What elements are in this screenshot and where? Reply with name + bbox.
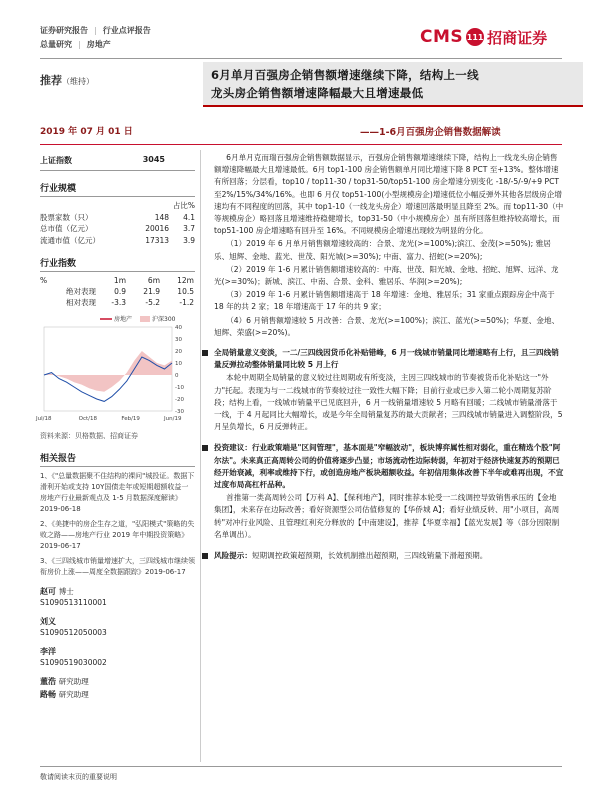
risk-body: 短期调控政策超预期，长效机制推出超预期，三四线销量下滑超预期。 bbox=[251, 551, 488, 561]
related-title: 相关报告 bbox=[40, 451, 195, 467]
analyst bbox=[40, 646, 195, 668]
index-label: 上证指数 bbox=[40, 156, 72, 165]
perf-cell: 21.9 bbox=[143, 287, 160, 296]
y-tick-label: -20 bbox=[175, 397, 184, 403]
list-item: （3）2019 年 1-6 月累计销售额增速高于 18 年增速：金地、雅居乐；31 家重点跟踪房企中高于 18 年的共 2 家；18 年增速高于 17 年的共 9 家； bbox=[214, 290, 555, 312]
logo-cms-text: CMS bbox=[420, 27, 464, 47]
analyst-name: 路畅 bbox=[40, 690, 56, 699]
y-tick-label: 40 bbox=[175, 325, 182, 331]
analyst bbox=[40, 616, 195, 638]
square-bullet-icon bbox=[202, 350, 208, 356]
report-title bbox=[203, 62, 583, 107]
perf-head: 6m bbox=[147, 276, 160, 285]
main-body bbox=[214, 152, 564, 563]
analyst-title: 博士 bbox=[58, 587, 74, 596]
cell-value: 148 bbox=[154, 212, 170, 222]
perf-head: 12m bbox=[177, 276, 194, 285]
x-tick-label: Feb/19 bbox=[121, 416, 140, 422]
rating-note: （维持） bbox=[62, 77, 94, 86]
analyst-name: 赵可 bbox=[40, 587, 56, 596]
header-report-type: 证券研究报告 bbox=[40, 26, 88, 35]
perf-cell: -3.3 bbox=[111, 298, 126, 307]
series-area-hs300 bbox=[44, 351, 172, 392]
index-chart bbox=[36, 311, 195, 429]
title-line-1: 6月单月百强房企销售额增速继续下降，结构上一线 bbox=[211, 68, 479, 82]
report-subtitle: ——1-6月百强房企销售数据解读 bbox=[360, 127, 501, 138]
analyst-id: S1090513110001 bbox=[40, 598, 107, 607]
perf-head: 1m bbox=[113, 276, 126, 285]
cell-value: 17313 bbox=[145, 235, 170, 245]
section-lead: 投资建议：行业政策端是"区间管理"，基本面是"窄幅波动"，板块博弈属性相对弱化，重在精选个股"阿尔法"。未来真正高周转公司的价值将逐步凸显；市场流动性边际转弱，年初对于经济快速复苏的预期已经开始衰减，利率或维持下行，或创造房地产板块超额收益。年初信用集体改善下半年或难再出现，不宜过度布局高杠杆品种。 bbox=[214, 443, 564, 490]
analyst-name: 李洋 bbox=[40, 647, 56, 656]
cell-label: 总市值（亿元） bbox=[40, 224, 93, 233]
index-value: 3045 bbox=[142, 155, 165, 164]
chart-source: 资料来源：贝格数据、招商证券 bbox=[40, 432, 138, 440]
header-divider bbox=[40, 58, 562, 59]
list-item: （2）2019 年 1-6 月累计销售额增速较高的：中海、世茂、阳光城、金地、招蛇、旭辉、远洋、龙光(>=30%)；新城、滨江、中南、合景、金科、雅居乐、华润(>=20%); bbox=[214, 264, 559, 287]
chart-svg bbox=[36, 311, 195, 429]
cell-pct: 3.7 bbox=[183, 224, 195, 233]
analyst-name: 董浩 bbox=[40, 677, 56, 686]
related-item[interactable]: 2、《美捷中的房企生存之道，"弘阳模式"策略的失败之路——房地产行业 2019 年中期投资策略》2019-06-17 bbox=[40, 520, 195, 550]
table-row bbox=[40, 212, 195, 224]
y-tick-label: 0 bbox=[175, 373, 179, 379]
analyst-id: S1090512050003 bbox=[40, 628, 107, 637]
report-date: 2019 年 07 月 01 日 bbox=[40, 127, 133, 137]
perf-title: 行业指数 bbox=[40, 256, 195, 272]
section-investment bbox=[214, 442, 564, 542]
header-category: 总量研究 bbox=[40, 40, 72, 49]
cell-label: 流通市值（亿元） bbox=[40, 235, 100, 245]
column-divider bbox=[200, 150, 201, 762]
rating-label bbox=[40, 72, 94, 88]
perf-cell: -1.2 bbox=[179, 298, 194, 307]
perf-cell: 绝对表现 bbox=[66, 287, 96, 296]
analyst-title: 研究助理 bbox=[58, 690, 89, 699]
y-tick-label: -10 bbox=[175, 385, 184, 391]
y-tick-label: 30 bbox=[175, 337, 182, 343]
basic-header bbox=[40, 200, 195, 212]
list-item: （1）2019 年 6 月单月销售额增速较高的：合景、龙光(>=100%);滨江、金茂(>=50%); 雅居乐、旭辉、金地、蓝光、世茂、阳光城(>=30%); 中南、富力、招蛇(>=20%); bbox=[214, 239, 551, 261]
header-report-subtype: 行业点评报告 bbox=[102, 26, 151, 35]
report-header-tags: 证券研究报告 | 行业点评报告 总量研究 | 房地产 bbox=[40, 26, 151, 49]
perf-cell: 10.5 bbox=[177, 287, 194, 296]
analyst bbox=[40, 689, 195, 700]
perf-cell: -5.2 bbox=[145, 298, 160, 307]
legend-swatch bbox=[140, 316, 150, 322]
rating-value: 推荐 bbox=[40, 74, 62, 87]
risk-lead: 风险提示： bbox=[214, 551, 252, 561]
paragraph-summary: 6月单月克而瑞百强房企销售额数据显示，百强房企销售额增速继续下降，结构上一线龙头房企销售额增速降幅最大且增速最低。6月 top1-100 房企销售额单月同比增速下降 8 PCT 至+13%。整体增速有所回落；分层看，top10 / top11-30 / top31-50/top51-100 房企增速分别变化 -18/-5/-9/+9 PCT 至2%/15%/34%/16%。也即 6 月仅 top51-100(小型规模房企)增速低位小幅反弹外其他各层级房企增速均有不同程度的回落，其中 top1-10（一线龙头房企）增速回落最明显且降至 2%。而 top11-30（中等规模房企）略回落且增速维持稳健增长，top31-50（中小规模房企）虽有所回落但维持较高增长，而 top51-100 房企增速略有回升至 16%。不同规模房企增速出现较为明显的分化。 bbox=[214, 153, 564, 236]
list-item: （4）6 月销售额增速较 5 月改善：合景、龙光(>=100%)；滨江、蓝光(>=50%)；华夏、金地、旭辉、荣盛(>=20%)。 bbox=[214, 315, 560, 337]
index-row bbox=[40, 150, 195, 171]
basic-data-title: 行业规模 bbox=[40, 181, 195, 197]
title-line-2: 龙头房企销售额增速降幅最大且增速最低 bbox=[211, 86, 424, 100]
title-divider bbox=[40, 144, 562, 145]
basic-col-label: 占比% bbox=[172, 201, 195, 210]
footer-note: 敬请阅读末页的重要说明 bbox=[40, 773, 117, 781]
analyst-title: 研究助理 bbox=[58, 677, 89, 686]
y-tick-label: 20 bbox=[175, 349, 182, 355]
section-lead: 全局销量意义变淡，一二/三四线因货币化补贴错峰，6 月一线城市销量同比增速略有上行，且三四线销量反弹拉动整体销量同比较 5 月上行 bbox=[214, 348, 559, 370]
logo-emblem-icon: 111 bbox=[466, 28, 484, 46]
legend-label: 房地产 bbox=[114, 316, 133, 323]
company-logo bbox=[420, 24, 562, 50]
perf-table bbox=[40, 275, 195, 308]
related-item[interactable]: 1、《"总量数据聚不住结构的裸问"城投证。数据下滑利开始或支持 10Y国债走年或短期超额收益一房地产行业最新观点及 1-5 月数据深度解读》2019-06-18 bbox=[40, 472, 195, 513]
sidebar bbox=[36, 150, 195, 700]
basic-data-table bbox=[40, 212, 195, 247]
header-industry: 房地产 bbox=[86, 40, 111, 49]
related-item[interactable]: 3、《三四线城市销量增速扩大，三四线城市继续领衔房价上涨——周度全数据跟踪》2019-06-17 bbox=[40, 557, 195, 576]
cell-label: 股票家数（只） bbox=[40, 212, 93, 222]
square-bullet-icon bbox=[202, 445, 208, 451]
section-market bbox=[214, 347, 564, 434]
section-body: 本轮中周期全局销量的意义较过往周期或有所变淡，主因三四线城市的节奏被货币化补贴这一"外力"托起。表现为与一二线城市的节奏较过往一致性大幅下降；目前行业或已步入第二轮小周期复苏阶段；结构上看，一线城市销量平已见底回升，6 月一线销量增速较 5 月略有回暖；二线城市销量滑落于一线，于 4 月起同比大幅增长，或是今年全局销量复苏的最大贡献者；三四线城市销量进入调整阶段，5 月呈负增长，6 月反弹转正。 bbox=[214, 373, 563, 432]
logo-cn-text: 招商证券 bbox=[487, 28, 548, 47]
table-row bbox=[40, 235, 195, 247]
y-tick-label: 10 bbox=[175, 361, 182, 367]
footer-divider bbox=[40, 766, 562, 767]
cell-pct: 3.9 bbox=[183, 235, 195, 245]
cell-value: 20016 bbox=[145, 224, 170, 233]
x-tick-label: Oct/18 bbox=[78, 416, 98, 422]
analyst-id: S1090519030002 bbox=[40, 658, 107, 667]
x-tick-label: Jul/18 bbox=[36, 416, 52, 422]
perf-cell: 0.9 bbox=[114, 287, 126, 296]
square-bullet-icon bbox=[202, 553, 208, 559]
analyst-name: 刘义 bbox=[40, 617, 56, 626]
section-risk bbox=[214, 550, 564, 563]
perf-cell: 相对表现 bbox=[66, 298, 96, 307]
legend-label: 沪深300 bbox=[152, 316, 176, 323]
perf-head: % bbox=[40, 276, 48, 285]
table-row bbox=[40, 223, 195, 235]
analyst bbox=[40, 586, 195, 608]
cell-pct: 4.1 bbox=[183, 212, 195, 222]
y-tick-label: -30 bbox=[175, 409, 184, 415]
x-tick-label: Jun/19 bbox=[164, 416, 182, 422]
section-body: 首推第一类高周转公司【万科 A】、【保利地产】，同时推荐本轮受一二线调控导致销售承压的【金地集团】，未来存在边际改善；看好资源型公司估值修复的【华侨城 A】；看好业绩反转、用"小项目，高周转"对冲行业风险、且管理红利充分释放的【中南建设】，推荐【华夏幸福】【蓝光发展】等（部分因限制名单调出）。 bbox=[214, 493, 560, 539]
analyst bbox=[40, 676, 195, 687]
